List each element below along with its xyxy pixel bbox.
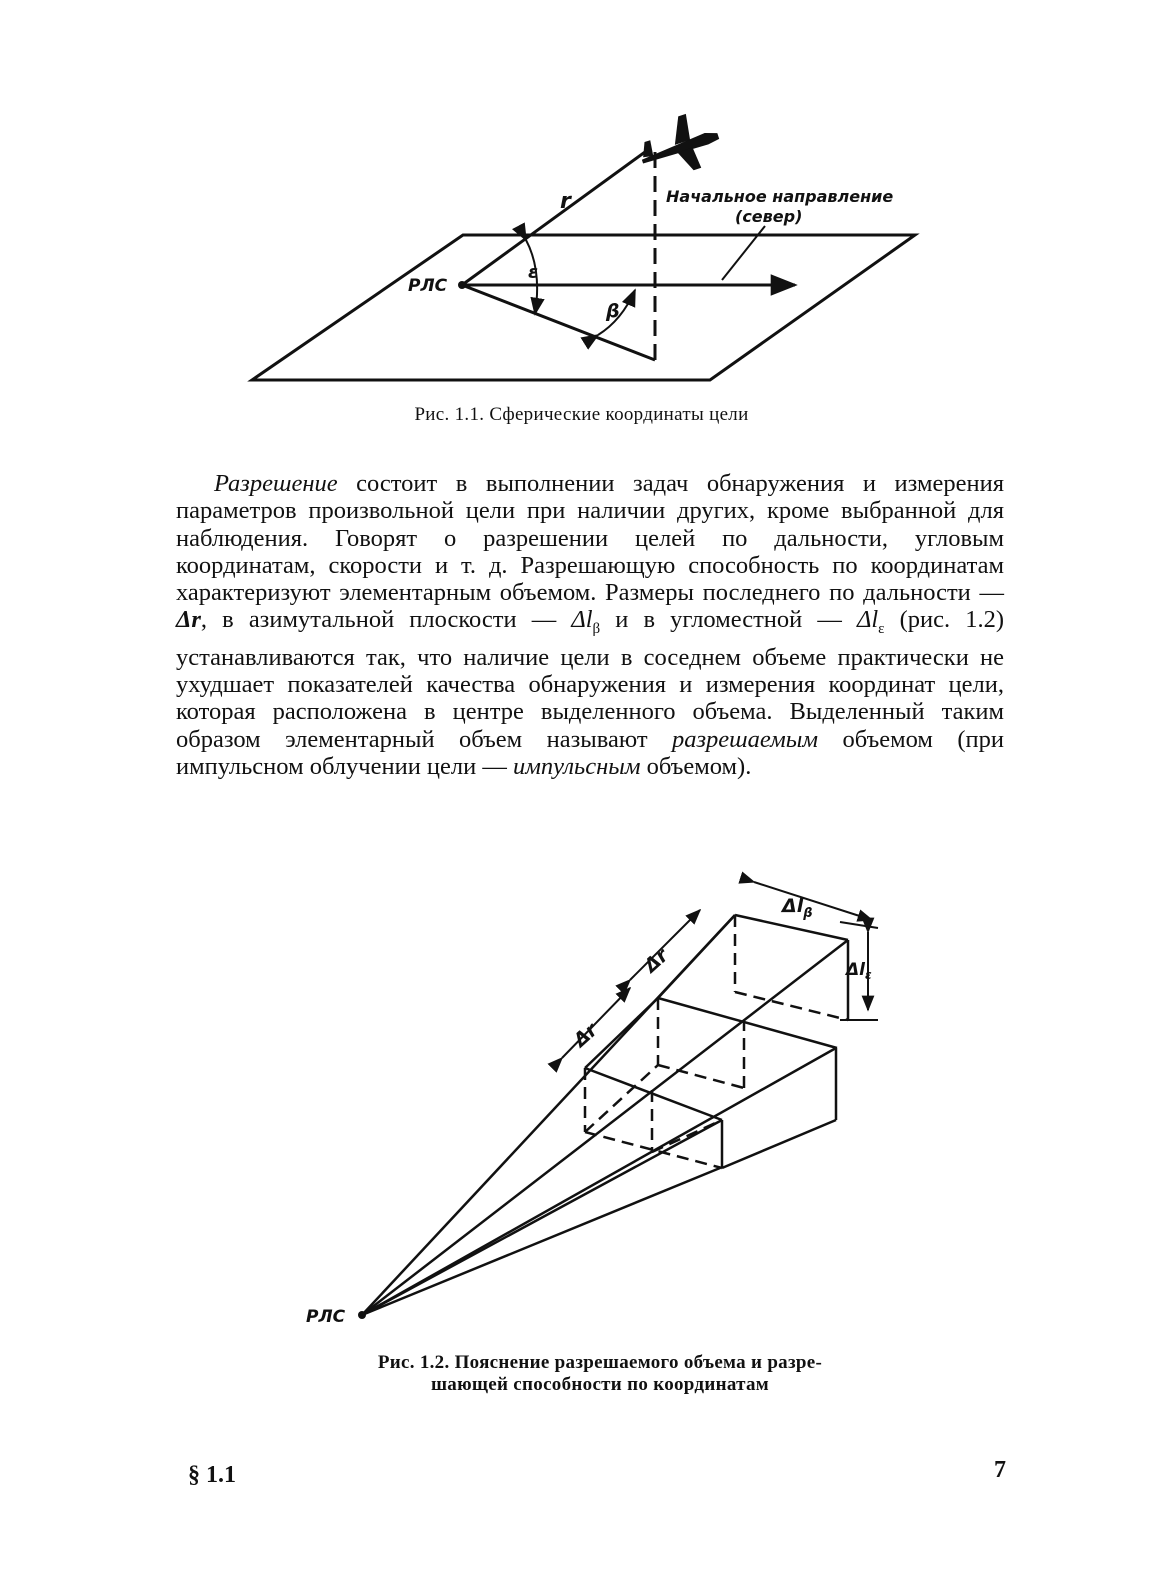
text-segment: , в азимутальной плоскости — bbox=[200, 606, 572, 634]
hidden-edge bbox=[652, 1120, 722, 1152]
aircraft-icon bbox=[633, 110, 726, 184]
azimuth-label: β bbox=[606, 300, 620, 322]
dim-arrow-delta-r-2 bbox=[630, 910, 700, 980]
page-number: 7 bbox=[994, 1457, 1006, 1483]
figure-1-1-caption: Рис. 1.1. Сферические координаты цели bbox=[414, 404, 749, 425]
elevation-label: ε bbox=[528, 262, 539, 283]
symbol-delta-l-eps: Δl bbox=[856, 606, 879, 634]
hidden-edge bbox=[585, 1065, 658, 1132]
text-segment: и в угломестной — bbox=[600, 606, 857, 634]
ray bbox=[362, 1120, 722, 1315]
range-label: r bbox=[560, 189, 571, 214]
symbol-delta-r: Δr bbox=[176, 606, 201, 634]
term-resolution: Разрешение bbox=[214, 470, 338, 497]
delta-l-beta-text: Δl bbox=[782, 895, 804, 917]
text-segment: (рис. 1.2) устанавливаются так, что наличие цели в соседнем объеме практически не ухудшает показателей качества обнаружения и измерения координат цели, которая расположена в центре выделенного объема. Выделенный таким образом элементарный объем называют bbox=[176, 606, 1004, 753]
delta-l-eps-sub: ε bbox=[864, 968, 872, 982]
ground-projection-line bbox=[462, 285, 655, 360]
figure-1-1 bbox=[230, 110, 950, 400]
text-segment: состоит в выполнении задач обнаружения и измерения параметров произвольной цели при наличии других, кроме выбранной для наблюдения. Говорят о разрешении целей по дальности, угловым координатам, скорости и т. д. Разрешающую способность по координатам характеризуют элементарным объемом. Размеры последнего по дальности — bbox=[176, 470, 1004, 607]
figure-1-2-caption-line1: Рис. 1.2. Пояснение разрешаемого объема и разре- bbox=[377, 1352, 823, 1373]
dim-arrow-delta-r-1 bbox=[562, 988, 630, 1058]
ray bbox=[362, 1048, 836, 1315]
symbol-sub-eps: ε bbox=[878, 621, 885, 638]
symbol-sub-beta: β bbox=[592, 621, 601, 638]
ray bbox=[362, 1168, 720, 1315]
radar-label-2: РЛС bbox=[306, 1307, 346, 1327]
hidden-edge bbox=[735, 992, 848, 1020]
ground-plane bbox=[252, 235, 915, 380]
range-line bbox=[462, 152, 645, 285]
symbol-delta-l-beta: Δl bbox=[571, 606, 593, 634]
radar-point bbox=[458, 281, 466, 289]
figure-1-2 bbox=[280, 870, 920, 1340]
north-label-line2: (север) bbox=[735, 207, 803, 226]
delta-l-eps-text: Δl bbox=[846, 960, 865, 980]
edge bbox=[735, 915, 848, 940]
north-label-line1: Начальное направление bbox=[666, 187, 894, 206]
edge bbox=[722, 1120, 836, 1168]
delta-l-beta-sub: β bbox=[803, 906, 813, 921]
delta-r-label-1: Δr bbox=[569, 1019, 602, 1052]
figure-1-2-caption-line2: шающей способности по координатам bbox=[430, 1374, 770, 1395]
dim-arrow-delta-l-beta bbox=[754, 882, 872, 920]
body-paragraph bbox=[176, 470, 1004, 780]
edge bbox=[658, 915, 735, 998]
term-resolved-volume: разрешаемым bbox=[671, 725, 819, 753]
radar-label: РЛС bbox=[408, 276, 448, 296]
section-number: § 1.1 bbox=[188, 1462, 236, 1488]
term-pulse-volume: импульсным bbox=[513, 752, 641, 780]
delta-r-label-2: Δr bbox=[640, 944, 673, 978]
ray bbox=[362, 940, 848, 1315]
dim-tick bbox=[840, 922, 878, 928]
radar-point bbox=[358, 1311, 366, 1319]
figure-1-2-caption bbox=[300, 1352, 900, 1396]
text-segment: объемом). bbox=[640, 752, 752, 780]
edge bbox=[658, 998, 837, 1048]
text-segment: объемом (при импульсном облучении цели — bbox=[176, 725, 1004, 780]
